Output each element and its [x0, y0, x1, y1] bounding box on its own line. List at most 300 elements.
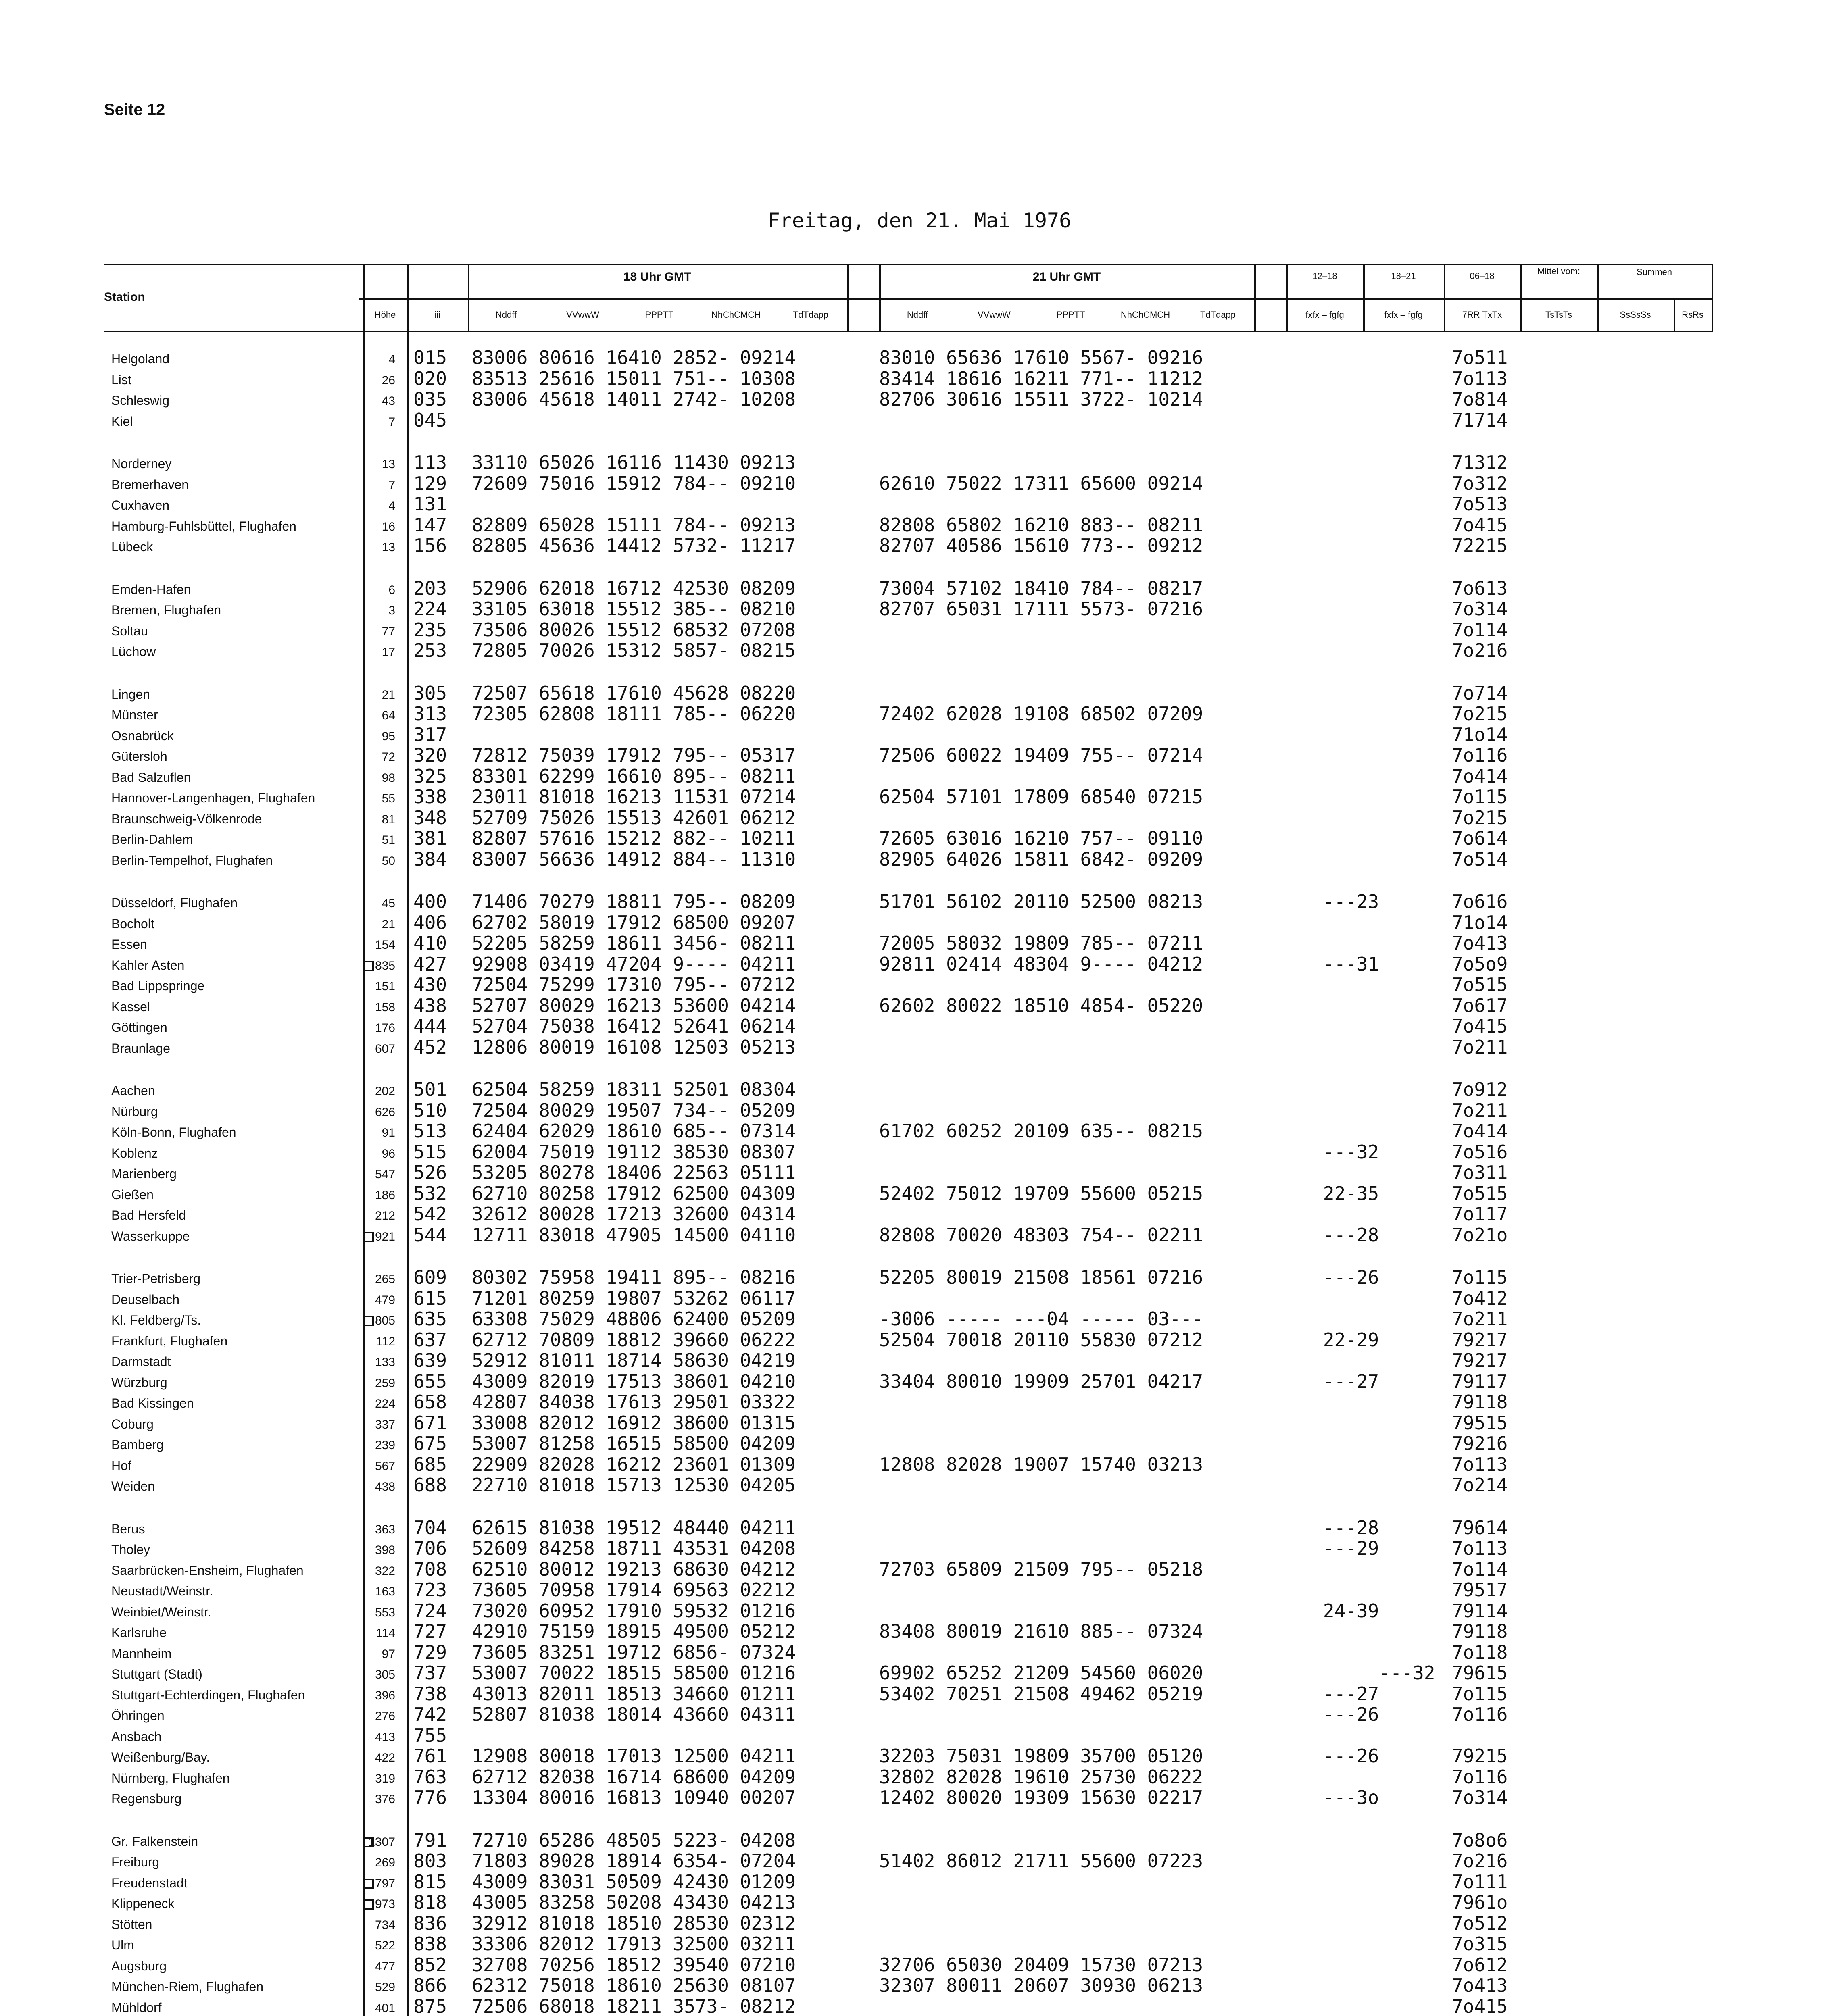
station-iii: 313	[413, 703, 447, 725]
value-06-18: 7o211	[1452, 1036, 1508, 1058]
obs-21-uhr: 61702 60252 20109 635-- 08215	[879, 1120, 1203, 1142]
station-hoehe: 553	[375, 1606, 395, 1619]
station-hoehe: 479	[375, 1293, 395, 1307]
station-hoehe: 322	[375, 1564, 395, 1578]
station-hoehe: 607	[375, 1042, 395, 1056]
obs-21-uhr: 32802 82028 19610 25730 06222	[879, 1766, 1203, 1788]
station-name: Deuselbach	[111, 1292, 179, 1307]
value-06-18: 7o415	[1452, 1015, 1508, 1037]
obs-18-uhr: 73020 60952 17910 59532 01216	[472, 1599, 796, 1622]
station-iii: 609	[413, 1266, 447, 1288]
station-name: Klippeneck	[111, 1896, 361, 1911]
station-iii: 671	[413, 1412, 447, 1434]
obs-18-uhr: 43009 83031 50509 42430 01209	[472, 1870, 796, 1893]
station-iii: 818	[413, 1891, 447, 1913]
station-hoehe: 567	[375, 1459, 395, 1473]
station-iii: 755	[413, 1724, 447, 1746]
station-name: Berlin-Tempelhof, Flughafen	[111, 853, 273, 868]
gust-12-18: ---29	[1323, 1537, 1379, 1559]
station-iii: 723	[413, 1579, 447, 1601]
station-hoehe: 276	[375, 1710, 395, 1723]
obs-21-uhr: 52504 70018 20110 55830 07212	[879, 1329, 1203, 1351]
value-06-18: 7o216	[1452, 639, 1508, 661]
station-name: Cuxhaven	[111, 498, 170, 512]
value-06-18: 79615	[1452, 1662, 1508, 1684]
station-iii: 501	[413, 1079, 447, 1100]
station-iii: 338	[413, 786, 447, 808]
station-iii: 875	[413, 1995, 447, 2016]
obs-21-uhr: 69902 65252 21209 54560 06020	[879, 1662, 1203, 1684]
station-name: Trier-Petrisberg	[111, 1271, 201, 1286]
obs-21-uhr: 82706 30616 15511 3722- 10214	[879, 388, 1203, 410]
station-iii: 452	[413, 1036, 447, 1058]
station-iii: 727	[413, 1620, 447, 1642]
station-iii: 838	[413, 1933, 447, 1955]
station-hoehe: 114	[376, 1627, 395, 1640]
station-name: Ulm	[111, 1938, 134, 1952]
obs-18-uhr: 33105 63018 15512 385-- 08210	[472, 598, 796, 620]
value-06-18: 7o114	[1452, 619, 1508, 641]
station-hoehe: 413	[375, 1730, 395, 1744]
sub-summen: SsSsSs	[1620, 310, 1651, 320]
station-name: Marienberg	[111, 1166, 177, 1181]
obs-21-uhr: 32307 80011 20607 30930 06213	[879, 1974, 1203, 1996]
gust-12-18: ---27	[1323, 1370, 1379, 1392]
station-name: Nürnberg, Flughafen	[111, 1770, 230, 1785]
station-name: Bad Kissingen	[111, 1396, 194, 1410]
obs-18-uhr: 92908 03419 47204 9---- 04211	[472, 953, 796, 975]
value-06-18: 79614	[1452, 1516, 1508, 1539]
obs-18-uhr: 72504 80029 19507 734-- 05209	[472, 1099, 796, 1121]
station-iii: 438	[413, 994, 447, 1016]
value-06-18: 7o115	[1452, 1683, 1508, 1705]
value-06-18: 7o413	[1452, 932, 1508, 954]
station-name: Darmstadt	[111, 1354, 171, 1369]
station-name: Weiden	[111, 1479, 155, 1493]
station-iii: 113	[413, 452, 447, 473]
header-18-uhr: 18 Uhr GMT	[623, 270, 692, 283]
obs-21-uhr: 72605 63016 16210 757-- 09110	[879, 827, 1203, 849]
obs-18-uhr: 62702 58019 17912 68500 09207	[472, 911, 796, 933]
station-name: Coburg	[111, 1416, 154, 1431]
station-name: Norderney	[111, 456, 172, 471]
station-iii: 532	[413, 1182, 447, 1204]
obs-18-uhr: 72504 75299 17310 795-- 07212	[472, 974, 796, 996]
station-hoehe: 797	[375, 1876, 395, 1890]
col21-2: VVwwW	[978, 310, 1011, 320]
station-hoehe: 835	[375, 959, 395, 973]
station-name: Braunschweig-Völkenrode	[111, 811, 262, 826]
obs-21-uhr: 53402 70251 21508 49462 05219	[879, 1683, 1203, 1705]
station-name: Mannheim	[111, 1646, 172, 1661]
station-hoehe: 158	[375, 1000, 395, 1014]
station-iii: 427	[413, 953, 447, 975]
station-hoehe: 133	[375, 1356, 395, 1369]
station-hoehe: 973	[375, 1897, 395, 1911]
value-06-18: 7o211	[1452, 1308, 1508, 1330]
station-hoehe: 1307	[368, 1835, 395, 1849]
obs-18-uhr: 72507 65618 17610 45628 08220	[472, 682, 796, 704]
station-hoehe: 21	[382, 688, 395, 702]
station-name: Essen	[111, 937, 147, 952]
obs-18-uhr: 83006 45618 14011 2742- 10208	[472, 388, 796, 410]
station-hoehe: 305	[375, 1668, 395, 1681]
station-hoehe: 396	[375, 1689, 395, 1702]
station-iii: 866	[413, 1974, 447, 1996]
obs-21-uhr: 83408 80019 21610 885-- 07324	[879, 1620, 1203, 1642]
station-iii: 615	[413, 1287, 447, 1309]
station-name: Münster	[111, 708, 158, 722]
station-hoehe: 224	[375, 1397, 395, 1410]
value-06-18: 7961o	[1452, 1891, 1508, 1913]
value-06-18: 7o116	[1452, 1766, 1508, 1788]
gust-12-18: ---26	[1323, 1704, 1379, 1725]
value-06-18: 7o814	[1452, 388, 1508, 410]
station-iii: 708	[413, 1558, 447, 1580]
value-06-18: 71312	[1452, 452, 1508, 473]
value-06-18: 79118	[1452, 1391, 1508, 1413]
value-06-18: 7o113	[1452, 367, 1508, 389]
value-06-18: 7o515	[1452, 1182, 1508, 1204]
station-hoehe: 376	[375, 1793, 395, 1806]
station-iii: 406	[413, 911, 447, 933]
value-06-18: 71o14	[1452, 911, 1508, 933]
obs-21-uhr: 33404 80010 19909 25701 04217	[879, 1370, 1203, 1392]
value-06-18: 7o215	[1452, 806, 1508, 829]
obs-18-uhr: 33008 82012 16912 38600 01315	[472, 1412, 796, 1434]
obs-18-uhr: 82809 65028 15111 784-- 09213	[472, 514, 796, 536]
station-name: Lingen	[111, 687, 150, 702]
obs-21-uhr: 73004 57102 18410 784-- 08217	[879, 577, 1203, 599]
header-station: Station	[104, 290, 145, 304]
obs-18-uhr: 53205 80278 18406 22563 05111	[472, 1162, 796, 1183]
station-iii: 384	[413, 848, 447, 870]
col21-1: Nddff	[907, 310, 928, 320]
station-hoehe: 96	[382, 1147, 395, 1160]
value-06-18: 7o21o	[1452, 1224, 1508, 1246]
obs-21-uhr: 52205 80019 21508 18561 07216	[879, 1266, 1203, 1288]
station-iii: 430	[413, 974, 447, 996]
station-name: Lüchow	[111, 644, 156, 659]
station-name: Bocholt	[111, 916, 154, 931]
station-hoehe: 626	[375, 1105, 395, 1119]
station-name: Weißenburg/Bay.	[111, 1750, 210, 1764]
station-name: Bad Hersfeld	[111, 1208, 186, 1223]
obs-18-uhr: 62312 75018 18610 25630 08107	[472, 1974, 796, 1996]
station-hoehe: 422	[375, 1751, 395, 1764]
station-name: Köln-Bonn, Flughafen	[111, 1125, 236, 1139]
station-name: Göttingen	[111, 1020, 167, 1035]
station-iii: 737	[413, 1662, 447, 1684]
station-iii: 544	[413, 1224, 447, 1246]
sub-12-18: fxfx – fgfg	[1305, 310, 1344, 320]
obs-18-uhr: 80302 75958 19411 895-- 08216	[472, 1266, 796, 1288]
col18-2: VVwwW	[566, 310, 599, 320]
station-iii: 131	[413, 493, 447, 515]
obs-18-uhr: 83513 25616 15011 751-- 10308	[472, 367, 796, 389]
station-name: Bremen, Flughafen	[111, 603, 221, 617]
station-iii: 444	[413, 1015, 447, 1037]
value-06-18: 7o617	[1452, 994, 1508, 1016]
station-name: Hannover-Langenhagen, Flughafen	[111, 791, 315, 805]
obs-18-uhr: 32612 80028 17213 32600 04314	[472, 1203, 796, 1225]
station-iii: 317	[413, 723, 447, 746]
obs-21-uhr: 62504 57101 17809 68540 07215	[879, 786, 1203, 808]
value-06-18: 7o215	[1452, 703, 1508, 725]
value-06-18: 7o115	[1452, 786, 1508, 808]
station-iii: 045	[413, 409, 447, 431]
station-iii: 325	[413, 765, 447, 787]
station-iii: 020	[413, 367, 447, 389]
gust-12-18: ---3o	[1323, 1787, 1379, 1808]
obs-21-uhr: 32706 65030 20409 15730 07213	[879, 1954, 1203, 1976]
obs-18-uhr: 62712 70809 18812 39660 06222	[472, 1329, 796, 1351]
station-name: List	[111, 372, 131, 387]
col21-3: PPPTT	[1056, 310, 1085, 320]
station-name: Hamburg-Fuhlsbüttel, Flughafen	[111, 519, 296, 533]
value-06-18: 79517	[1452, 1579, 1508, 1601]
station-name: Kahler Asten	[111, 958, 361, 973]
station-iii: 815	[413, 1870, 447, 1893]
station-name: Öhringen	[111, 1708, 165, 1723]
station-name: Emden-Hafen	[111, 582, 191, 597]
station-hoehe: 265	[375, 1272, 395, 1286]
station-iii: 348	[413, 806, 447, 829]
station-hoehe: 269	[375, 1856, 395, 1869]
station-hoehe: 81	[382, 812, 395, 826]
station-name: Regensburg	[111, 1791, 182, 1806]
obs-21-uhr: 12808 82028 19007 15740 03213	[879, 1453, 1203, 1475]
station-name: Tholey	[111, 1542, 150, 1557]
station-hoehe: 438	[375, 1480, 395, 1493]
station-hoehe: 97	[382, 1647, 395, 1661]
station-name: Ansbach	[111, 1729, 162, 1744]
station-name: Wasserkuppe	[111, 1229, 361, 1243]
value-06-18: 79216	[1452, 1433, 1508, 1454]
value-06-18: 7o516	[1452, 1141, 1508, 1163]
value-06-18: 7o314	[1452, 598, 1508, 620]
station-name: Düsseldorf, Flughafen	[111, 896, 238, 910]
obs-18-uhr: 71201 80259 19807 53262 06117	[472, 1287, 796, 1309]
value-06-18: 72215	[1452, 535, 1508, 556]
gust-12-18: ---26	[1323, 1266, 1379, 1288]
station-name: Stuttgart-Echterdingen, Flughafen	[111, 1687, 305, 1702]
station-name: Bad Salzuflen	[111, 770, 191, 785]
obs-18-uhr: 12711 83018 47905 14500 04110	[472, 1224, 796, 1246]
obs-21-uhr: -3006 ----- ---04 ----- 03---	[879, 1308, 1203, 1330]
obs-18-uhr: 43005 83258 50208 43430 04213	[472, 1891, 796, 1913]
station-name: Augsburg	[111, 1958, 167, 1973]
value-06-18: 7o412	[1452, 1287, 1508, 1309]
gust-12-18: ---23	[1323, 891, 1379, 912]
value-06-18: 79515	[1452, 1412, 1508, 1434]
obs-18-uhr: 62504 58259 18311 52501 08304	[472, 1079, 796, 1100]
header-mittel: Mittel vom:	[1537, 266, 1580, 276]
sub-mittel: TsTsTs	[1545, 310, 1572, 320]
col18-3: PPPTT	[645, 310, 674, 320]
value-06-18: 79114	[1452, 1599, 1508, 1622]
station-hoehe: 7	[388, 415, 395, 429]
value-06-18: 79217	[1452, 1329, 1508, 1351]
station-hoehe: 154	[375, 938, 395, 952]
value-06-18: 7o414	[1452, 1120, 1508, 1142]
station-name: Bremerhaven	[111, 477, 189, 492]
station-iii: 639	[413, 1350, 447, 1371]
header-summen: Summen	[1636, 267, 1672, 277]
obs-21-uhr: 83010 65636 17610 5567- 09216	[879, 347, 1203, 369]
header-iii: iii	[434, 310, 441, 320]
value-06-18: 7o117	[1452, 1203, 1508, 1225]
obs-18-uhr: 62510 80012 19213 68630 04212	[472, 1558, 796, 1580]
obs-18-uhr: 62004 75019 19112 38530 08307	[472, 1141, 796, 1163]
station-iii: 515	[413, 1141, 447, 1163]
value-06-18: 7o118	[1452, 1641, 1508, 1663]
station-name: Braunlage	[111, 1041, 170, 1056]
station-hoehe: 477	[375, 1960, 395, 1973]
value-06-18: 71714	[1452, 409, 1508, 431]
station-hoehe: 4	[388, 499, 395, 512]
col21-5: TdTdapp	[1200, 310, 1236, 320]
obs-18-uhr: 62615 81038 19512 48440 04211	[472, 1516, 796, 1539]
value-06-18: 7o113	[1452, 1453, 1508, 1475]
obs-18-uhr: 83006 80616 16410 2852- 09214	[472, 347, 796, 369]
station-hoehe: 98	[382, 771, 395, 785]
value-06-18: 79118	[1452, 1620, 1508, 1642]
col18-4: NhChCMCH	[711, 310, 761, 320]
obs-21-uhr: 82707 65031 17111 5573- 07216	[879, 598, 1203, 620]
value-06-18: 71o14	[1452, 723, 1508, 746]
station-hoehe: 163	[375, 1585, 395, 1598]
obs-18-uhr: 52205 58259 18611 3456- 08211	[472, 932, 796, 954]
station-hoehe: 77	[382, 625, 395, 638]
station-name: Aachen	[111, 1083, 155, 1098]
value-06-18: 7o512	[1452, 1912, 1508, 1934]
station-hoehe: 4	[388, 353, 395, 366]
station-iii: 761	[413, 1745, 447, 1767]
station-iii: 655	[413, 1370, 447, 1392]
value-06-18: 7o613	[1452, 577, 1508, 599]
obs-18-uhr: 72812 75039 17912 795-- 05317	[472, 744, 796, 766]
station-hoehe: 522	[375, 1939, 395, 1952]
station-hoehe: 21	[382, 917, 395, 931]
station-hoehe: 50	[382, 854, 395, 868]
obs-18-uhr: 42807 84038 17613 29501 03322	[472, 1391, 796, 1413]
obs-18-uhr: 62712 82038 16714 68600 04209	[472, 1766, 796, 1788]
station-name: Gr. Falkenstein	[111, 1834, 361, 1849]
gust-12-18: ---31	[1323, 953, 1379, 975]
value-06-18: 7o511	[1452, 347, 1508, 369]
obs-18-uhr: 33110 65026 16116 11430 09213	[472, 452, 796, 473]
value-06-18: 7o612	[1452, 1954, 1508, 1976]
station-name: Berlin-Dahlem	[111, 832, 193, 847]
value-06-18: 7o912	[1452, 1079, 1508, 1100]
value-06-18: 7o116	[1452, 744, 1508, 766]
value-06-18: 79117	[1452, 1370, 1508, 1392]
obs-21-uhr: 82905 64026 15811 6842- 09209	[879, 848, 1203, 870]
station-iii: 542	[413, 1203, 447, 1225]
station-hoehe: 13	[382, 458, 395, 471]
station-iii: 704	[413, 1516, 447, 1539]
station-iii: 776	[413, 1787, 447, 1808]
station-hoehe: 91	[382, 1126, 395, 1139]
obs-18-uhr: 62710 80258 17912 62500 04309	[472, 1182, 796, 1204]
station-hoehe: 51	[382, 833, 395, 847]
station-iii: 035	[413, 388, 447, 410]
station-hoehe: 151	[375, 980, 395, 993]
station-hoehe: 16	[382, 520, 395, 533]
gust-12-18: 24-39	[1323, 1599, 1379, 1622]
station-hoehe: 13	[382, 541, 395, 554]
station-name: Kiel	[111, 414, 133, 429]
obs-21-uhr: 51701 56102 20110 52500 08213	[879, 891, 1203, 912]
station-name: Kassel	[111, 999, 150, 1014]
obs-18-uhr: 32912 81018 18510 28530 02312	[472, 1912, 796, 1934]
obs-18-uhr: 52906 62018 16712 42530 08209	[472, 577, 796, 599]
value-06-18: 7o214	[1452, 1474, 1508, 1496]
obs-21-uhr: 32203 75031 19809 35700 05120	[879, 1745, 1203, 1767]
obs-18-uhr: 33306 82012 17913 32500 03211	[472, 1933, 796, 1955]
station-iii: 637	[413, 1329, 447, 1351]
station-name: Freudenstadt	[111, 1876, 361, 1890]
station-iii: 410	[413, 932, 447, 954]
station-iii: 803	[413, 1850, 447, 1872]
station-iii: 763	[413, 1766, 447, 1788]
value-06-18: 7o314	[1452, 1787, 1508, 1808]
station-hoehe: 398	[375, 1543, 395, 1557]
station-iii: 015	[413, 347, 447, 369]
gust-18-21: ---32	[1379, 1662, 1435, 1684]
value-06-18: 7o216	[1452, 1850, 1508, 1872]
value-06-18: 7o8o6	[1452, 1829, 1508, 1851]
obs-21-uhr: 82808 65802 16210 883-- 08211	[879, 514, 1203, 536]
obs-18-uhr: 52704 75038 16412 52641 06214	[472, 1015, 796, 1037]
station-iii: 156	[413, 535, 447, 556]
station-name: Freiburg	[111, 1855, 160, 1869]
obs-18-uhr: 22710 81018 15713 12530 04205	[472, 1474, 796, 1496]
station-hoehe: 7	[388, 478, 395, 492]
station-name: Koblenz	[111, 1145, 158, 1160]
station-hoehe: 401	[375, 2001, 395, 2015]
station-iii: 513	[413, 1120, 447, 1142]
obs-18-uhr: 62404 62029 18610 685-- 07314	[472, 1120, 796, 1142]
obs-18-uhr: 52912 81011 18714 58630 04219	[472, 1350, 796, 1371]
station-name: Helgoland	[111, 352, 170, 366]
station-hoehe: 529	[375, 1981, 395, 1994]
obs-21-uhr: 82707 40586 15610 773-- 09212	[879, 535, 1203, 556]
value-06-18: 7o5o9	[1452, 953, 1508, 975]
station-iii: 305	[413, 682, 447, 704]
obs-18-uhr: 83007 56636 14912 884-- 11310	[472, 848, 796, 870]
col18-1: Nddff	[495, 310, 517, 320]
obs-18-uhr: 72805 70026 15312 5857- 08215	[472, 639, 796, 661]
station-hoehe: 3	[388, 604, 395, 617]
obs-18-uhr: 73605 83251 19712 6856- 07324	[472, 1641, 796, 1663]
value-06-18: 7o111	[1452, 1870, 1508, 1893]
obs-21-uhr: 62602 80022 18510 4854- 05220	[879, 994, 1203, 1016]
gust-12-18: ---32	[1323, 1141, 1379, 1163]
obs-18-uhr: 82805 45636 14412 5732- 11217	[472, 535, 796, 556]
station-iii: 510	[413, 1099, 447, 1121]
station-iii: 738	[413, 1683, 447, 1705]
obs-21-uhr: 72402 62028 19108 68502 07209	[879, 703, 1203, 725]
gust-12-18: ---26	[1323, 1745, 1379, 1767]
header-12-18: 12–18	[1312, 271, 1337, 281]
station-iii: 129	[413, 472, 447, 494]
header-18-21: 18–21	[1391, 271, 1416, 281]
station-hoehe: 55	[382, 792, 395, 805]
station-name: Bad Lippspringe	[111, 979, 205, 993]
station-name: Stötten	[111, 1917, 152, 1932]
